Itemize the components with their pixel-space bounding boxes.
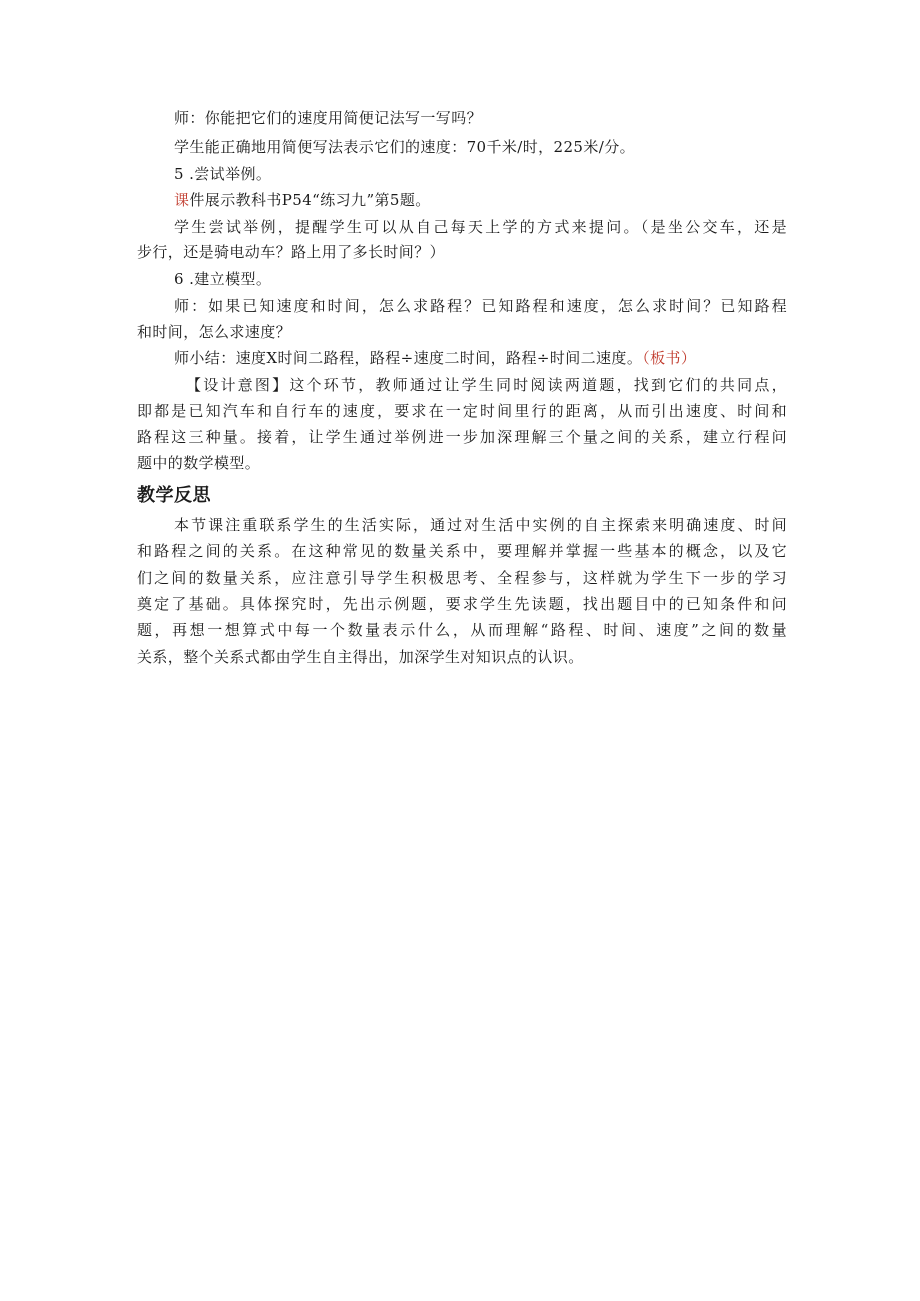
- blackboard-note: （板书）: [642, 349, 697, 367]
- teacher-model-line-1: 师：如果已知速度和时间，怎么求路程？已知路程和速度，怎么求时间？已知路程: [174, 297, 787, 315]
- courseware-line: [174, 188, 787, 212]
- reflection-line-5: 题，再想一想算式中每一个数量表示什么，从而理解“路程、时间、速度”之间的数量: [137, 621, 787, 639]
- teacher-summary-line: [174, 346, 787, 370]
- reflection-line-3: 们之间的数量关系，应注意引导学生积极思考、全程参与，这样就为学生下一步的学习: [137, 569, 787, 587]
- summary-formula-text: 师小结：速度X时间二路程，路程÷速度二时间，路程÷时间二速度。: [174, 349, 643, 367]
- student-answer-line: 学生能正确地用简便写法表示它们的速度：70千米/时，225米/分。: [174, 138, 636, 156]
- reflection-line-1: 本节课注重联系学生的生活实际，通过对生活中实例的自主探索来明确速度、时间: [174, 516, 787, 534]
- teacher-model-line-2: 和时间，怎么求速度？: [137, 323, 292, 341]
- step-6-heading: 6 .建立模型。: [174, 270, 272, 288]
- design-intent-line-3: 路程这三种量。接着，让学生通过举例进一步加深理解三个量之间的关系，建立行程问: [137, 428, 787, 446]
- reflection-line-4: 奠定了基础。具体探究时，先出示例题，要求学生先读题，找出题目中的已知条件和问: [137, 595, 787, 613]
- reflection-line-6: 关系，整个关系式都由学生自主得出，加深学生对知识点的认识。: [137, 648, 584, 666]
- student-example-line-2: 步行，还是骑电动车？路上用了多长时间？）: [137, 243, 446, 261]
- reflection-line-2: 和路程之间的关系。在这种常见的数量关系中，要理解并掌握一些基本的概念，以及它: [137, 542, 787, 560]
- step-5-heading: 5 .尝试举例。: [174, 165, 272, 183]
- teacher-question-line: 师：你能把它们的速度用简便记法写一写吗？: [174, 109, 483, 127]
- design-intent-line-2: 即都是已知汽车和自行车的速度，要求在一定时间里行的距离，从而引出速度、时间和: [137, 402, 787, 420]
- student-example-line-1: 学生尝试举例，提醒学生可以从自己每天上学的方式来提问。（是坐公交车，还是: [174, 218, 787, 236]
- design-intent-line-4: 题中的数学模型。: [137, 454, 261, 472]
- courseware-text: 件展示教科书P54“练习九”第5题。: [189, 191, 431, 209]
- courseware-red-char: 课: [174, 191, 190, 209]
- design-intent-line-1: 【设计意图】这个环节，教师通过让学生同时阅读两道题，找到它们的共同点，: [186, 376, 787, 394]
- teaching-reflection-heading: 教学反思: [137, 485, 211, 506]
